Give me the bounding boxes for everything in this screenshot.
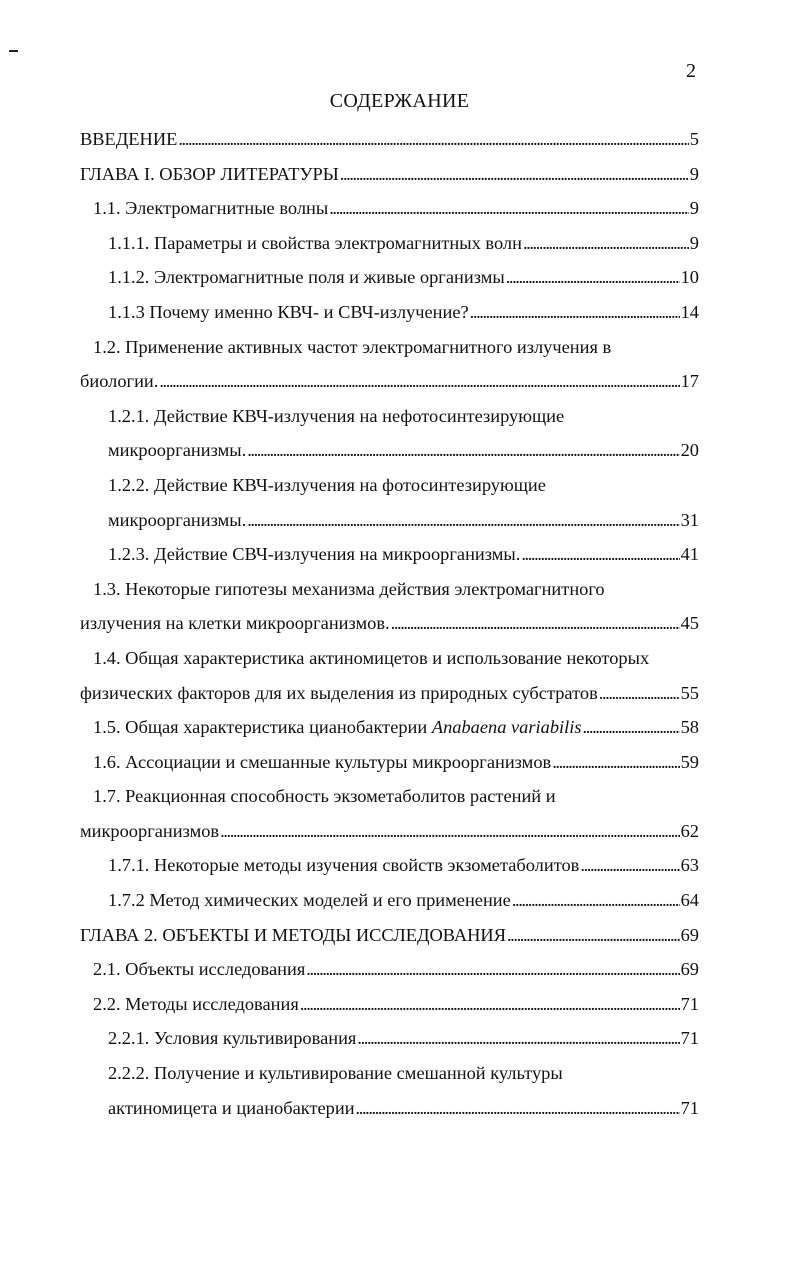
toc-leader bbox=[356, 1091, 680, 1126]
toc-entry-title-continued: излучения на клетки микроорганизмов. bbox=[80, 613, 390, 634]
toc-entry-title: 2.2. Методы исследования bbox=[93, 993, 299, 1014]
toc-page-number: 5 bbox=[689, 129, 699, 149]
page-title: СОДЕРЖАНИЕ bbox=[329, 90, 470, 112]
toc-entry-1-2[interactable] bbox=[80, 330, 699, 399]
toc-entry-title: ГЛАВА I. ОБЗОР ЛИТЕРАТУРЫ bbox=[80, 163, 339, 184]
toc-leader bbox=[159, 364, 679, 399]
table-of-contents bbox=[80, 122, 699, 1125]
toc-entry-title-continued: актиномицета и цианобактерии bbox=[108, 1097, 355, 1118]
species-name: Anabaena variabilis bbox=[431, 717, 582, 738]
toc-leader bbox=[599, 676, 680, 711]
toc-entry-title: 1.1. Электромагнитные волны bbox=[93, 198, 329, 219]
toc-entry-title: 1.1.1. Параметры и свойства электромагнитных волн bbox=[108, 232, 522, 253]
toc-entry-1-2-3[interactable] bbox=[80, 537, 699, 572]
toc-entry-title: 1.2.3. Действие СВЧ-излучения на микроорганизмы. bbox=[108, 544, 521, 565]
toc-page-number: 10 bbox=[680, 267, 699, 288]
toc-page-number: 17 bbox=[680, 371, 699, 392]
toc-page-number: 14 bbox=[680, 301, 699, 322]
toc-entry-title: 1.2.2. Действие КВЧ-излучения на фотосинтезирующие bbox=[108, 474, 546, 495]
toc-entry-1-2-2[interactable] bbox=[80, 468, 699, 537]
toc-page-number: 59 bbox=[680, 751, 699, 772]
toc-entry-1-7-2[interactable] bbox=[80, 883, 699, 918]
toc-entry-2-2[interactable] bbox=[80, 987, 699, 1022]
toc-entry-1-1-1[interactable] bbox=[80, 226, 699, 261]
toc-entry-1-1[interactable] bbox=[80, 191, 699, 226]
toc-entry-1-7[interactable] bbox=[80, 779, 699, 848]
toc-entry-2-2-2[interactable] bbox=[80, 1056, 699, 1125]
toc-entry-chapter-2[interactable] bbox=[80, 918, 699, 953]
toc-leader bbox=[357, 1021, 679, 1056]
toc-entry-title: 1.1.2. Электромагнитные поля и живые организмы bbox=[108, 267, 505, 288]
toc-entry-1-1-3[interactable] bbox=[80, 295, 699, 330]
toc-entry-title-continued: микроорганизмы. bbox=[108, 509, 247, 530]
toc-entry-title: 1.4. Общая характеристика актиномицетов и использование некоторых bbox=[93, 647, 650, 668]
toc-leader bbox=[507, 918, 680, 953]
toc-leader bbox=[512, 883, 680, 918]
toc-entry-1-6[interactable] bbox=[80, 745, 699, 780]
toc-entry-title-continued: микроорганизмы. bbox=[108, 440, 247, 461]
toc-page-number: 71 bbox=[680, 993, 699, 1014]
toc-entry-title: 1.3. Некоторые гипотезы механизма действия электромагнитного bbox=[93, 578, 605, 599]
toc-leader bbox=[247, 433, 679, 468]
toc-leader bbox=[506, 260, 680, 295]
toc-page-number: 63 bbox=[680, 855, 699, 876]
toc-entry-title: 1.5. Общая характеристика цианобактерии Anabaena variabilis bbox=[93, 717, 582, 738]
toc-entry-title: 2.1. Объекты исследования bbox=[93, 959, 306, 980]
toc-page-number: 55 bbox=[680, 682, 699, 703]
toc-leader bbox=[300, 987, 680, 1022]
toc-leader bbox=[306, 952, 679, 987]
toc-page-number: 58 bbox=[680, 717, 699, 738]
toc-entry-title-continued: микроорганизмов bbox=[80, 820, 220, 841]
toc-entry-1-5[interactable] bbox=[80, 710, 699, 745]
toc-entry-1-3[interactable] bbox=[80, 572, 699, 641]
toc-leader bbox=[580, 848, 679, 883]
toc-page-number: 20 bbox=[680, 440, 699, 461]
toc-entry-1-4[interactable] bbox=[80, 641, 699, 710]
toc-leader bbox=[583, 710, 680, 745]
toc-entry-2-2-1[interactable] bbox=[80, 1021, 699, 1056]
toc-entry-2-1[interactable] bbox=[80, 952, 699, 987]
toc-leader bbox=[552, 745, 679, 780]
toc-entry-title: 1.7.2 Метод химических моделей и его применение bbox=[108, 890, 511, 911]
toc-entry-title: 1.1.3 Почему именно КВЧ- и СВЧ-излучение? bbox=[108, 301, 469, 322]
toc-entry-title: 1.7.1. Некоторые методы изучения свойств экзометаболитов bbox=[108, 855, 580, 876]
toc-page-number: 9 bbox=[689, 232, 699, 253]
toc-leader bbox=[329, 191, 689, 226]
toc-leader bbox=[247, 503, 679, 538]
toc-entry-title: 1.2.1. Действие КВЧ-излучения на нефотосинтезирующие bbox=[108, 405, 565, 426]
toc-page-number: 71 bbox=[680, 1028, 699, 1049]
margin-mark bbox=[9, 50, 18, 52]
toc-entry-title: ВВЕДЕНИЕ bbox=[80, 129, 178, 149]
toc-entry-title-continued: биологии. bbox=[80, 371, 159, 392]
toc-leader bbox=[391, 606, 680, 641]
toc-entry-1-1-2[interactable] bbox=[80, 260, 699, 295]
toc-entry-chapter-1[interactable] bbox=[80, 157, 699, 192]
toc-page-number: 62 bbox=[680, 820, 699, 841]
toc-page-number: 41 bbox=[680, 544, 699, 565]
toc-page-number: 64 bbox=[680, 890, 699, 911]
toc-entry-title: 2.2.1. Условия культивирования bbox=[108, 1028, 357, 1049]
toc-leader bbox=[340, 157, 689, 192]
toc-entry-1-2-1[interactable] bbox=[80, 399, 699, 468]
toc-page-number: 45 bbox=[680, 613, 699, 634]
toc-entry-title: 1.2. Применение активных частот электромагнитного излучения в bbox=[93, 336, 612, 357]
toc-page-number: 71 bbox=[680, 1097, 699, 1118]
toc-page-number: 31 bbox=[680, 509, 699, 530]
toc-entry-title: 1.6. Ассоциации и смешанные культуры микроорганизмов bbox=[93, 751, 552, 772]
toc-page-number: 9 bbox=[689, 198, 699, 219]
toc-leader bbox=[523, 226, 689, 261]
toc-entry-title: ГЛАВА 2. ОБЪЕКТЫ И МЕТОДЫ ИССЛЕДОВАНИЯ bbox=[80, 924, 506, 945]
toc-page-number: 69 bbox=[680, 959, 699, 980]
toc-leader bbox=[220, 814, 680, 849]
toc-page-number: 69 bbox=[680, 924, 699, 945]
toc-entry-title-continued: физических факторов для их выделения из природных субстратов bbox=[80, 682, 598, 703]
toc-entry-introduction[interactable] bbox=[80, 122, 699, 157]
toc-leader bbox=[470, 295, 680, 330]
toc-leader bbox=[521, 537, 679, 572]
toc-entry-1-7-1[interactable] bbox=[80, 848, 699, 883]
toc-entry-title: 1.7. Реакционная способность экзометаболитов растений и bbox=[93, 786, 556, 807]
page-number: 2 bbox=[686, 60, 696, 82]
toc-entry-title: 2.2.2. Получение и культивирование смешанной культуры bbox=[108, 1063, 563, 1084]
toc-leader bbox=[178, 122, 688, 157]
toc-page-number: 9 bbox=[689, 163, 699, 184]
